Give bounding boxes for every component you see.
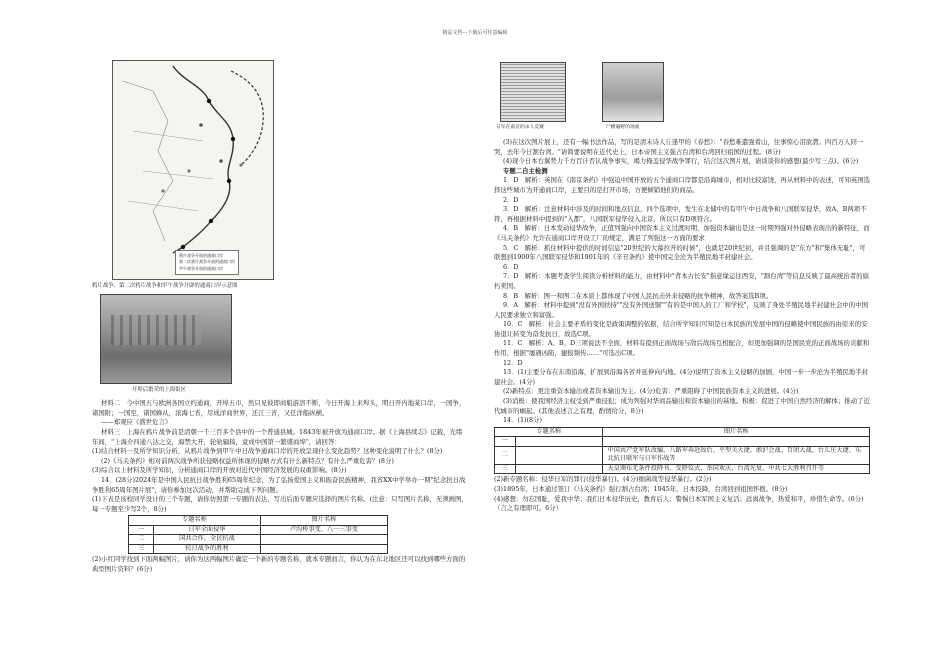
answer-item: 8．B 解析：图一和图二在本质上都体现了中国人民抗击外来侵略的抗争精神，故答案选B项。 (502, 291, 773, 300)
table-header: 图片名称 (603, 427, 870, 437)
photo-caption: 日军在南京的杀人竞赛 (496, 125, 544, 130)
photo-caption: 开埠后繁荣的上海街区 (132, 386, 186, 393)
table-row (129, 525, 388, 535)
page-header: 精品文档---下载后可任意编辑 (442, 30, 508, 36)
table-cell: 中国共产党军队改编、八路军奔赴敌后、平型关大捷、淞沪会战、百团大战、台儿庄大捷、东北抗日联军与日军作战等 (603, 446, 870, 464)
table-cell: 天皇颁布无条件投降书、受降仪式、举国欢庆、台湾光复、中共七大胜利召开等 (603, 464, 870, 474)
answer-14-2: (2)新专题名称：侵华日军的罪行(侵华暴行)。(4分)细菌战等侵华暴行。(2分) (494, 475, 712, 484)
map-figure (112, 60, 274, 280)
table-cell (260, 535, 387, 545)
material-2-source: ——郑观应《盛世危言》 (100, 418, 172, 427)
left-column (92, 60, 468, 575)
answer-item: 4．B 解析：日本发动侵华战争，正值列强向中国资本主义过渡时期，加强资本输出是这一时期列强对外侵略表现出的新特征，而《马关条约》允许在通商口岸开设工厂的规定，满足了列强这一方面的要求 (494, 224, 870, 242)
answer-14-3: (3)1895年，日本通过签订《马关条约》强行割占台湾；1945年，日本投降，台湾回到祖国怀抱。(8分) (494, 484, 788, 493)
answer-item: 2．D (502, 195, 519, 204)
question-14-1: (1)下表是该校同学设计的三个专题，请你仿照第一专题的表达，写出后面专题应选择的图片名称。(注意：只写图片名称，无须画图，每一专题至少写2个，8分) (92, 495, 468, 513)
china-coast-map (113, 61, 273, 279)
table-cell: 二 (495, 446, 516, 464)
answer-item: (2)新特点：更注重资本输出或者资本输出为主。(4分)危害：严重阻碍了中国民族资本主义的进展。(4分) (502, 387, 799, 396)
table-cell: 卢沟桥事变、八一三事变 (260, 525, 387, 535)
answer-item: 5．C 解析：抓住材料中提供的时间信息"20世纪的大幕拉开的时候"，也就是20世纪初，并且强调的是"东方"和"集体无耻"，可联想到1900年八国联军侵华和1901年的《辛丑条约》使中国完全沦为半殖民地半封建社会。 (494, 243, 866, 262)
table-row (129, 544, 388, 554)
table-row (495, 464, 870, 474)
newspaper-photo (500, 62, 566, 122)
table-cell: 一 (495, 437, 516, 447)
table-cell: 日军全面侵华 (154, 525, 261, 535)
table-cell: 一 (129, 525, 154, 535)
table-header: 图片名称 (260, 516, 387, 526)
table-cell: 三 (129, 544, 154, 554)
legend-item: 甲午战争开放的通商口岸 (179, 265, 223, 271)
table-cell: 二 (129, 535, 154, 545)
table-cell: 国共合作，全民抗战 (154, 535, 261, 545)
answer-item: 7．D 解析：本题考查学生阅读分析材料的能力，由材料中"背本古长安"指意缘运往西安，"割台湾"等信息反映了最高统治者的腐朽卖国。 (494, 272, 869, 290)
table-cell (603, 437, 870, 447)
table-header: 专题名称 (129, 516, 261, 526)
question-4: (4)现今日本右翼势力千方百计否认战争事实，竭力掩盖侵华战争罪行，结合这次图片展，请谈谈你的感想(最少写三点)。(6分) (502, 157, 859, 166)
map-legend (175, 250, 239, 276)
shanghai-street-photo (100, 294, 232, 384)
topic-table (128, 515, 388, 554)
table-row (129, 535, 388, 545)
question-14: 14．(28分)2024年是中国人民抗日战争胜利65周年纪念，为了弘扬爱国主义和振奋民族精神，我省XX中学举办一期"纪念抗日战争胜利65周年图片展"，请你参加这次活动，并帮助完成下列问题。 (92, 475, 466, 494)
table-cell: 抗日战争的胜利 (154, 544, 261, 554)
question-3: (3)综合以上材料及所学知识，分析通商口岸的开放对近代中国经济发展的双重影响。(8分) (92, 466, 347, 475)
answer-table (494, 427, 870, 475)
massacre-photo (602, 62, 664, 122)
map-caption: 鸦片战争、第二次鸦片战争和甲午战争开辟的通商口岸示意图 (92, 283, 238, 289)
table-row (495, 446, 870, 464)
answer-item: 3．D 解析：注意材料中涉及的时间和地点信息，四个选项中，发生在北储中的有甲午中日战争和八国联军侵华，故A、B两项不符，再根据材料中提到的"入都"，八国联军侵华侵入北京，所以只有D项符合。 (494, 205, 867, 223)
right-column (494, 60, 870, 514)
question-2: (2)《马关条约》相对前两次战争所获侵略权益所体现的侵略方式有什么新特点？有什么严重危害？(8分) (100, 456, 394, 465)
material-3: 材料三 上海在鸦片战争前是清朝一千三百多个县中的一个普通县城。1843年被开放为通商口岸。据《上海县续志》记载，光绪年间，"上海介四通八达之交，海禁大开，轮轨辐辏，竟成中国第一繁盛商埠"，请回答： (92, 427, 463, 446)
answer-item: 12．D (502, 358, 523, 367)
question-14-2: (2)小红同学找到下面两幅图片，请你为这两幅图片确定一个新的专题名称，就本专题而言，你认为在东北地区还可以找到哪些方面的典型图片资料？(6分) (92, 555, 466, 573)
section-title: 专题二自主检测 (502, 166, 548, 175)
question-1: (1)结合材料一及所学知识分析，从鸦片战争到甲午中日战争通商口岸的开放呈现什么变化趋势？这种变化说明了什么？(8分) (92, 447, 443, 456)
table-header: 专题名称 (495, 427, 603, 437)
table-cell (516, 446, 603, 464)
answer-item: 11．C 解析：A、B、D三项说法不全面，材料有提到正面战场与敌后战场互相配合，但更加强调的是国民党的正面战场的贡献和作用，根据"屡遇凶陷，捷报频传……"可选出C项。 (494, 339, 870, 358)
question-3: (3)在这次图片展上，还有一幅书法作品，写的是清末诗人丘逢甲的《春愁》："春愁难遣强看山，往事惊心泪欲潸。四百万人同一哭，去年今日割台湾。"请简要说明在近代史上，日本帝国主义强占台湾和台湾回归祖国的过程。(8分) (494, 138, 864, 156)
answer-item: 10．C 解析：社会主要矛盾的变化是政策调整的依据，结合所学知识可知是日本民族的发展中国的侵略使中国民族的由原来的安协退让转变为奋发抗日，故选C项。 (494, 320, 868, 338)
table-cell (260, 544, 387, 554)
answer-item: 6．D (502, 262, 519, 271)
answer-item: 13．(1)主要分布在东南沿海，扩展到沿海各省并延伸向内地。(4分)说明了资本主义侵略的加剧，中国一步一步沦为半殖民地半封建社会。(4分) (494, 368, 868, 386)
answer-item: 9．A 解析：材料中提到"没有外国扶持""没有外国送铜""有的是中国人的工厂和学校"，反映了身处半殖民地半封建社会中的中国人民要求独立和富强。 (494, 301, 868, 319)
table-row (495, 437, 870, 447)
material-2: 材料二 今中国五与欧洲各国立约通商，开埠五市，然只见彼即商船游溶不断，今日开海上来埠头，明日开内地某口岸，一国争，诸国附；一国至，诸国蜂从，浓海七省，尽成洋商世界，还江三省，又任洋船纵横。 (92, 399, 466, 417)
photo-pair (494, 62, 870, 138)
legend-item: 鸦片战争开放的通商口岸 (179, 252, 223, 258)
answer-14-4: (4)感想：勿忘国耻，爱我中华；我们日本侵华历史，教育后人；警惕日本军国主义复活；远离战争，热爱和平，珍惜生命等。(6分)（言之有理即可。6分） (494, 494, 864, 513)
table-cell (516, 437, 603, 447)
table-cell (516, 464, 603, 474)
answer-item: (3)消极：使我国经济主权受到严重侵犯；成为列强对华商品输出和资本输出的基地。积极：促进了中国自然经济的解体；推动了近代城市的崛起。(其他表述言之有理，酌情给分，8分) (494, 397, 870, 415)
answer-item: 1．D 解析：英国在《南京条约》中强迫中国开放的五个通商口岸都是沿海城市，相对比较富饶，再从材料中的表述，可知英国选择这些城市为开通商口岸，主要目的是打开市场，方便倾销他们的商品。 (494, 176, 871, 194)
answer-item: 14．(1)(8分) (502, 416, 542, 425)
photo-caption: 尸横遍野的场面 (606, 125, 640, 130)
legend-item: 第二次鸦片战争开放的通商口岸 (179, 259, 235, 264)
table-cell: 三 (495, 464, 516, 474)
